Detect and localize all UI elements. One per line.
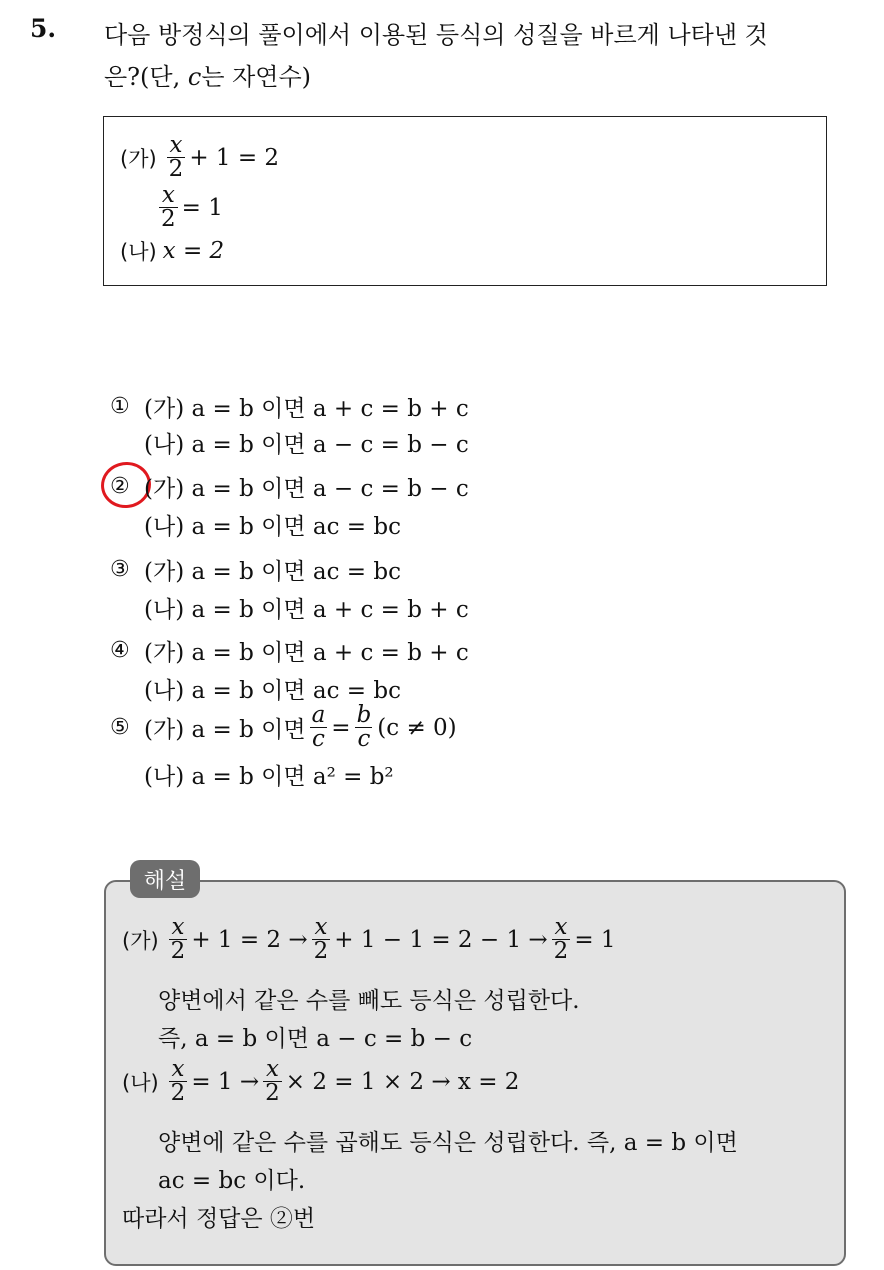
fraction-a-over-c: $\frac{a}{c}$ — [311, 702, 326, 752]
fraction-x-over-2: $\frac{x}{2}$ — [168, 132, 184, 182]
fraction-x-over-2: $\frac{x}{2}$ — [553, 914, 569, 964]
fraction-x-over-2: $\frac{x}{2}$ — [161, 182, 176, 232]
fraction-x-over-2: $\frac{x}{2}$ — [313, 914, 329, 964]
option-2-number: ② — [110, 474, 130, 499]
option-4-na: (나) a = b 이면 ac = bc — [144, 678, 401, 704]
explanation-na-equation: (나) $\frac{x}{2}$ = 1 → $\frac{x}{2}$ × 2 = 1 × 2 → x = 2 — [122, 1056, 520, 1106]
explanation-conclusion: 따라서 정답은 ②번 — [122, 1206, 316, 1232]
option-4-number: ④ — [110, 638, 130, 663]
explanation-na-text2: ac = bc 이다. — [158, 1168, 306, 1194]
question-number: 5. — [30, 14, 57, 43]
option-5-ga[interactable]: ⑤ (가) a = b 이면 $\frac{a}{c}$ = $\frac{b}{c}$ (c ≠ 0) — [110, 702, 457, 752]
fraction-x-over-2: $\frac{x}{2}$ — [170, 914, 186, 964]
explanation-tag: 해설 — [130, 860, 200, 898]
option-3-ga[interactable]: ③ (가) a = b 이면 ac = bc — [110, 557, 401, 585]
option-3-na: (나) a = b 이면 a + c = b + c — [144, 597, 469, 623]
question-text-line2: 은?(단, c는 자연수) — [104, 63, 312, 91]
explanation-ga-text1: 양변에서 같은 수를 빼도 등식은 성립한다. — [158, 988, 580, 1014]
question-text-line1: 다음 방정식의 풀이에서 이용된 등식의 성질을 바르게 나타낸 것 — [104, 21, 768, 49]
explanation-ga-equation: (가) $\frac{x}{2}$ + 1 = 2 → $\frac{x}{2}$ + 1 − 1 = 2 − 1 → $\frac{x}{2}$ = 1 — [122, 914, 616, 964]
option-5-na: (나) a = b 이면 a² = b² — [144, 764, 394, 790]
option-1-ga[interactable]: ① (가) a = b 이면 a + c = b + c — [110, 394, 469, 422]
explanation-na-text1: 양변에 같은 수를 곱해도 등식은 성립한다. 즉, a = b 이면 — [158, 1130, 738, 1156]
label-ga: (가) — [120, 146, 157, 171]
option-3-number: ③ — [110, 557, 130, 582]
fraction-x-over-2: $\frac{x}{2}$ — [265, 1056, 280, 1106]
explanation-ga-text2: 즉, a = b 이면 a − c = b − c — [158, 1026, 473, 1052]
option-2-na: (나) a = b 이면 ac = bc — [144, 514, 401, 540]
option-5-number: ⑤ — [110, 715, 130, 740]
fraction-x-over-2: $\frac{x}{2}$ — [170, 1056, 186, 1106]
label-na: (나) — [120, 240, 157, 264]
option-1-na: (나) a = b 이면 a − c = b − c — [144, 432, 469, 458]
question-text — [104, 14, 874, 98]
box-line-1: (가) $\frac{x}{2}$ + 1 = 2 — [120, 132, 280, 182]
box-line-2: $\frac{x}{2}$ = 1 — [161, 182, 223, 232]
option-2-ga[interactable]: ② (가) a = b 이면 a − c = b − c — [110, 474, 469, 502]
option-1-number: ① — [110, 394, 130, 419]
fraction-b-over-c: $\frac{b}{c}$ — [356, 702, 372, 752]
box-line-3: (나) x = 2 — [120, 238, 225, 264]
option-4-ga[interactable]: ④ (가) a = b 이면 a + c = b + c — [110, 638, 469, 666]
